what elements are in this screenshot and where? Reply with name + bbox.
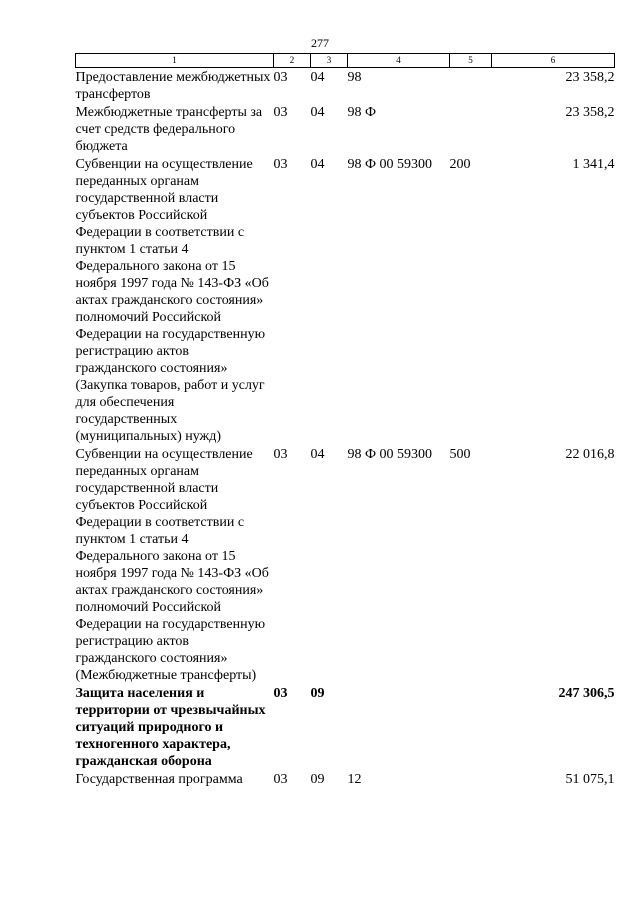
table-row <box>76 68 615 104</box>
page-number: 277 <box>311 36 329 50</box>
row-csr-code: 98 Ф 00 59300 <box>347 447 433 462</box>
row-pr-code: 04 <box>310 447 325 462</box>
row-amount: 22 016,8 <box>565 447 615 462</box>
column-number-row <box>76 54 615 68</box>
row-rz-code: 03 <box>273 157 288 172</box>
row-amount: 51 075,1 <box>565 772 615 787</box>
row-vr-code: 500 <box>449 447 471 462</box>
row-rz-code: 03 <box>273 686 288 701</box>
row-csr-code: 98 <box>347 70 362 85</box>
table-row <box>76 684 615 770</box>
table-row <box>76 770 615 788</box>
row-vr-code <box>450 68 492 104</box>
row-name: Защита населения и территории от чрезвычайных ситуаций природного и техногенного характера, гражданская оборона <box>75 686 266 769</box>
table-row <box>76 155 615 445</box>
table-body <box>76 68 615 789</box>
row-csr-code: 98 Ф <box>347 105 377 120</box>
row-name: Предоставление межбюджетных трансфертов <box>75 70 271 102</box>
column-number-5: 5 <box>450 54 492 68</box>
row-name: Государственная программа <box>75 772 243 787</box>
column-number-6: 6 <box>492 54 615 68</box>
column-number-4: 4 <box>348 54 450 68</box>
column-number-3: 3 <box>311 54 348 68</box>
row-amount: 1 341,4 <box>572 157 615 172</box>
row-csr-code: 12 <box>347 772 362 787</box>
row-vr-code <box>450 103 492 155</box>
row-rz-code: 03 <box>273 772 288 787</box>
row-amount: 247 306,5 <box>558 686 615 701</box>
row-rz-code: 03 <box>273 105 288 120</box>
row-pr-code: 04 <box>310 70 325 85</box>
row-rz-code: 03 <box>273 447 288 462</box>
row-pr-code: 09 <box>310 686 325 701</box>
row-pr-code: 04 <box>310 105 325 120</box>
row-pr-code: 04 <box>310 157 325 172</box>
table-row <box>76 103 615 155</box>
row-pr-code: 09 <box>310 772 325 787</box>
row-name: Межбюджетные трансферты за счет средств федерального бюджета <box>75 105 263 154</box>
row-csr-code: 98 Ф 00 59300 <box>347 157 433 172</box>
row-amount: 23 358,2 <box>565 105 615 120</box>
column-number-1: 1 <box>76 54 274 68</box>
row-rz-code: 03 <box>273 70 288 85</box>
row-vr-code: 200 <box>449 157 471 172</box>
row-name: Субвенции на осуществление переданных органам государственной власти субъектов Российской Федерации в соответствии с пунктом 1 статьи 4 Федерального закона от 15 ноября 1997 года № 143-ФЗ «Об актах гражданского состояния» полномочий Российской Федерации на государственную регистрацию актов гражданского состояния» (Межбюджетные трансферты) <box>75 447 269 683</box>
row-vr-code <box>450 770 492 788</box>
table-row <box>76 445 615 684</box>
row-name: Субвенции на осуществление переданных органам государственной власти субъектов Российской Федерации в соответствии с пунктом 1 статьи 4 Федерального закона от 15 ноября 1997 года № 143-ФЗ «Об актах гражданского состояния» полномочий Российской Федерации на государственную регистрацию актов гражданского состояния» (Закупка товаров, работ и услуг для обеспечения государственных (муниципальных) нужд) <box>75 157 269 444</box>
column-number-2: 2 <box>274 54 311 68</box>
row-amount: 23 358,2 <box>565 70 615 85</box>
budget-table <box>75 53 615 788</box>
row-csr-code <box>348 684 450 770</box>
row-vr-code <box>450 684 492 770</box>
